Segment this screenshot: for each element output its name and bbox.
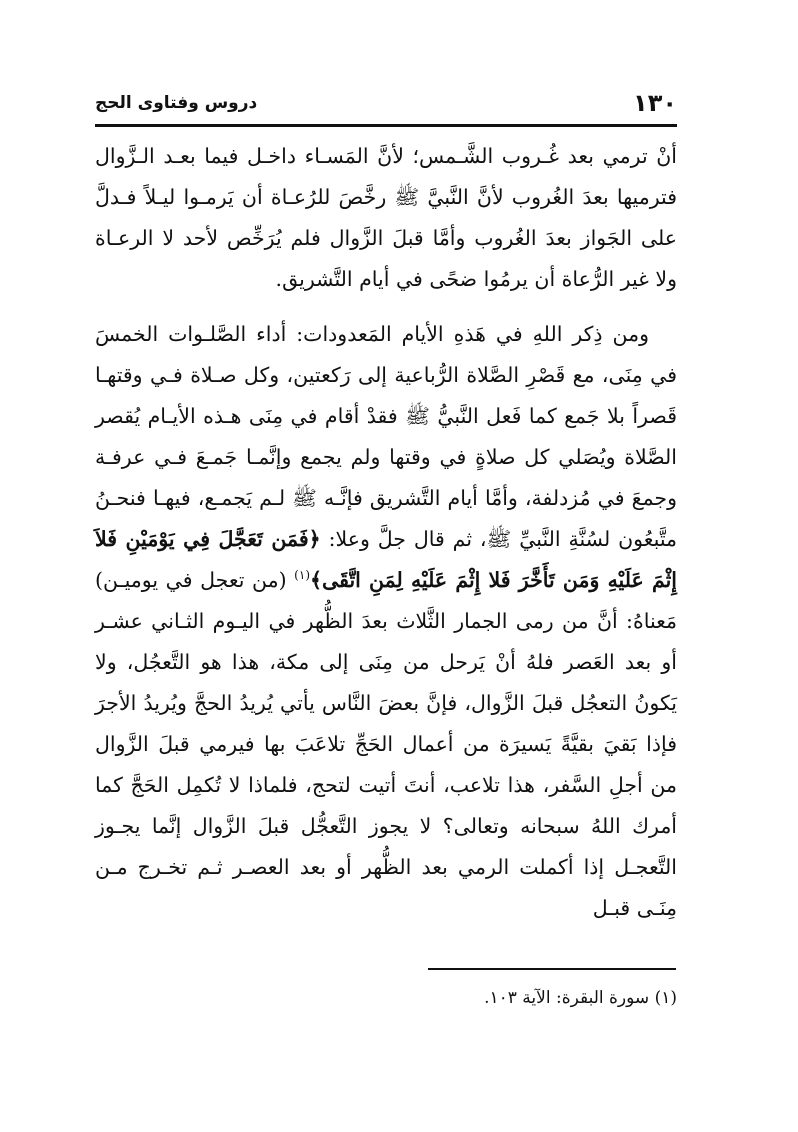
footnote: (١) سورة البقرة: الآية ١٠٣. — [484, 988, 677, 1008]
footnote-reference: (١) — [294, 568, 310, 583]
footnote-divider — [428, 968, 676, 970]
main-text — [95, 136, 677, 929]
paragraph: أنْ ترمي بعد غُـروب الشَّـمس؛ لأنَّ المَسـاء داخـل فيما بعـد الـزَّوال فترميها بعدَ الغُروب لأنَّ النَّبيَّ ﷺ رخَّصَ للرُعـاة أن يَرمـوا ليـلاً فـدلَّ على الجَواز بعدَ الغُروب وأمَّا قبلَ الزَّوال فلم يُرَخِّص لأحد لا الرعـاة ولا غير الرُّعاة أن يرمُوا ضحًى في أيام التَّشريق. — [95, 144, 677, 291]
page-number: ١٣٠ — [633, 89, 677, 117]
quran-verse: ﴿فَمَن تَعَجَّلَ فِي يَوْمَيْنِ فَلاَ إِثْمَ عَلَيْهِ وَمَن تَأَخَّرَ فَلا إِثْمَ عَلَيْهِ لِمَنِ اتَّقَى﴾ — [95, 527, 677, 592]
running-title: دروس وفتاوى الحج — [95, 93, 258, 113]
header-divider — [95, 124, 677, 127]
paragraph-text: ومن ذِكر اللهِ في هَذهِ الأيام المَعدودات: أداء الصَّلـوات الخمسَ في مِنَى، مع قَصْرِ الصَّلاة الرُّباعية إلى رَكعتين، وكل صـلاة فـي وقتهـا قَصراً بلا جَمع كما فَعل النَّبيُّ ﷺ فقدْ أقام في مِنَى هـذه الأيـام يُقصر الصَّلاة ويُصَلي كل صلاةٍ في وقتها ولم يجمع وإنَّمـا جَمـعَ فـي عرفـة وجمعَ في مُزدلفة، وأمَّا أيام التَّشريق فإنَّـه ﷺ لـم يَجمـع، فيهـا فنحـنُ متَّبعُون لسُنَّةِ النَّبيِّ ﷺ، ثم قال جلَّ وعلا: — [95, 322, 677, 551]
paragraph — [95, 314, 677, 929]
page-header — [95, 86, 677, 120]
paragraph-text: (من تعجل في يوميـن) مَعناهُ: أنَّ من رمى الجمار الثَّلاث بعدَ الظُّهر في اليـوم الثـاني عشـر أو بعد العَصر فلهُ أنْ يَرحل من مِنَى إلى مكة، هذا هو التَّعجُل، ولا يَكونُ التعجُل قبلَ الزَّوال، فإنَّ بعضَ النَّاس يأتي يُريدُ الحجَّ ويُريدُ الأجرَ فإذا بَقيَ بقيَّةً يَسيرَة من أعمال الحَجِّ تلاعَبَ بها فيرمي قبلَ الزَّوال من أجلِ السَّفر، هذا تلاعب، أنتَ أتيت لتحج، فلماذا لا تُكمِل الحَجَّ كما أمرك اللهُ سبحانه وتعالى؟ لا يجوز التَّعجُّل قبلَ الزَّوال إنَّما يجـوز التَّعجـل إذا أكملت الرمي بعد الظُّهر أو بعد العصـر ثـم تخـرج مـن مِنَـى قبـل — [95, 568, 677, 920]
